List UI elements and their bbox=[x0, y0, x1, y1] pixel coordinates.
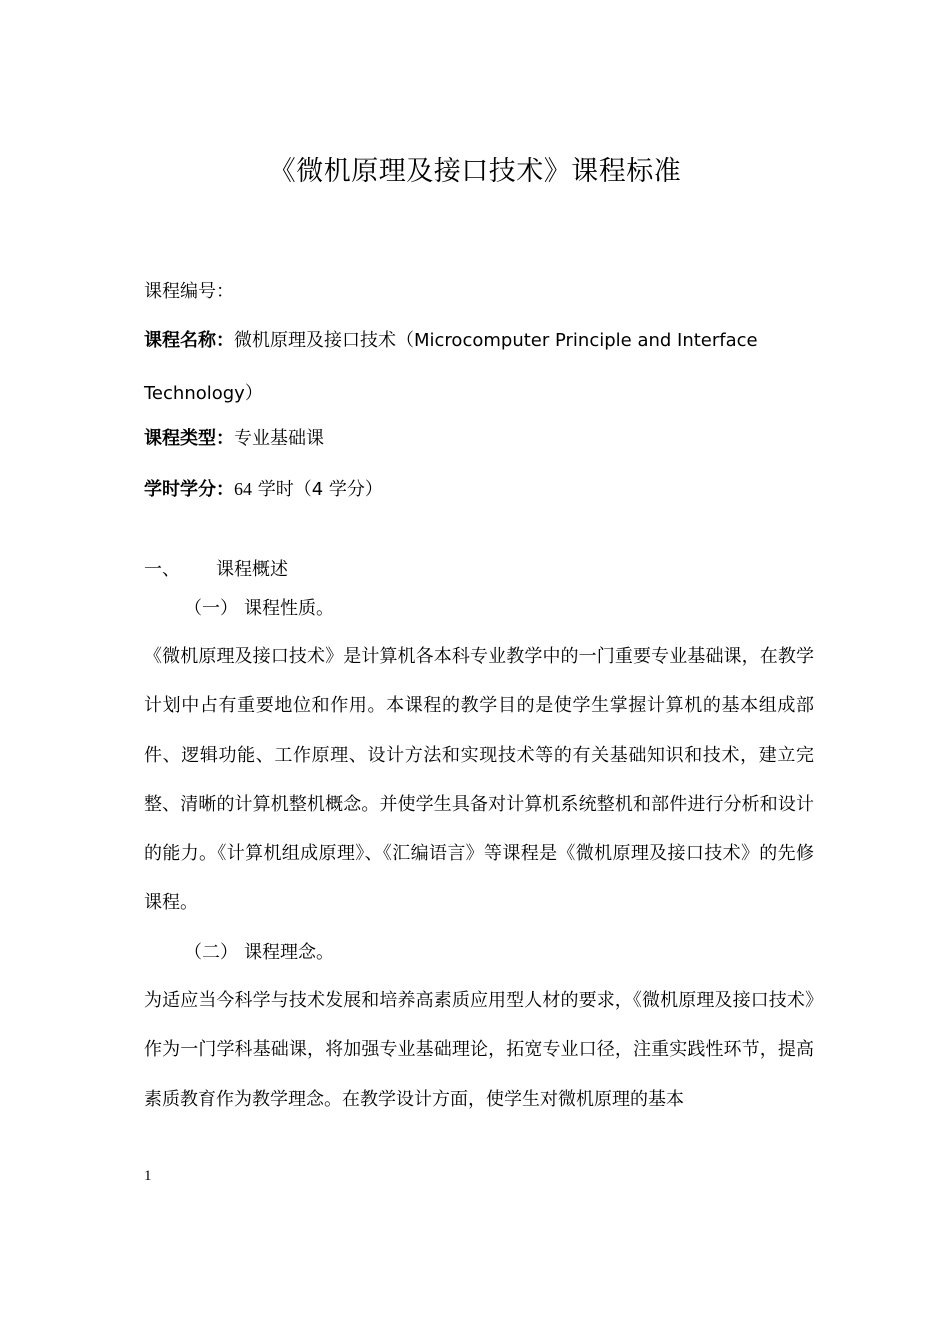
course-name-value-cont: Technology） bbox=[144, 383, 263, 404]
course-hours-number: 64 bbox=[234, 479, 252, 499]
course-hours-row bbox=[144, 476, 383, 503]
paragraph-course-nature: 《微机原理及接口技术》是计算机各本科专业教学中的一门重要专业基础课，在教学计划中占有重要地位和作用。本课程的教学目的是使学生掌握计算机的基本组成部件、逻辑功能、工作原理、设计方法和实现技术等的有关基础知识和技术，建立完整、清晰的计算机整机概念。并使学生具备对计算机系统整机和部件进行分析和设计的能力。《计算机组成原理》、《汇编语言》等课程是《微机原理及接口技术》的先修课程。 bbox=[144, 646, 814, 914]
course-name-row bbox=[144, 328, 758, 354]
subsection-title-1: 课程性质。 bbox=[244, 598, 334, 619]
page-number: 1 bbox=[144, 1168, 152, 1184]
subsection-title-2: 课程理念。 bbox=[244, 942, 334, 963]
subsection-number-1: （一） bbox=[184, 598, 238, 619]
course-hours-value: 学时（4 学分） bbox=[252, 479, 383, 500]
course-name-continuation bbox=[144, 381, 263, 407]
paragraph-course-philosophy: 为适应当今科学与技术发展和培养高素质应用型人材的要求，《微机原理及接口技术》作为一门学科基础课，将加强专业基础理论，拓宽专业口径，注重实践性环节，提高素质教育作为教学理念。在教学设计方面，使学生对微机原理的基本 bbox=[144, 990, 814, 1110]
subsection-number-2: （二） bbox=[184, 942, 238, 963]
course-type-row bbox=[144, 426, 324, 452]
course-name-label: 课程名称： bbox=[144, 330, 234, 351]
course-hours-label: 学时学分： bbox=[144, 479, 234, 500]
course-type-label: 课程类型： bbox=[144, 428, 234, 449]
section-number: 一、 bbox=[144, 559, 180, 580]
course-code-row bbox=[144, 279, 234, 305]
section-title: 课程概述 bbox=[216, 559, 288, 580]
section-heading bbox=[144, 557, 288, 583]
subsection-heading-1 bbox=[184, 596, 334, 622]
course-name-value: 微机原理及接口技术（Microcomputer Principle and Interface bbox=[234, 330, 758, 351]
course-type-value: 专业基础课 bbox=[234, 428, 324, 449]
document-title: 《微机原理及接口技术》课程标准 bbox=[268, 156, 682, 187]
course-code-label: 课程编号： bbox=[144, 281, 234, 302]
subsection-heading-2 bbox=[184, 940, 334, 966]
